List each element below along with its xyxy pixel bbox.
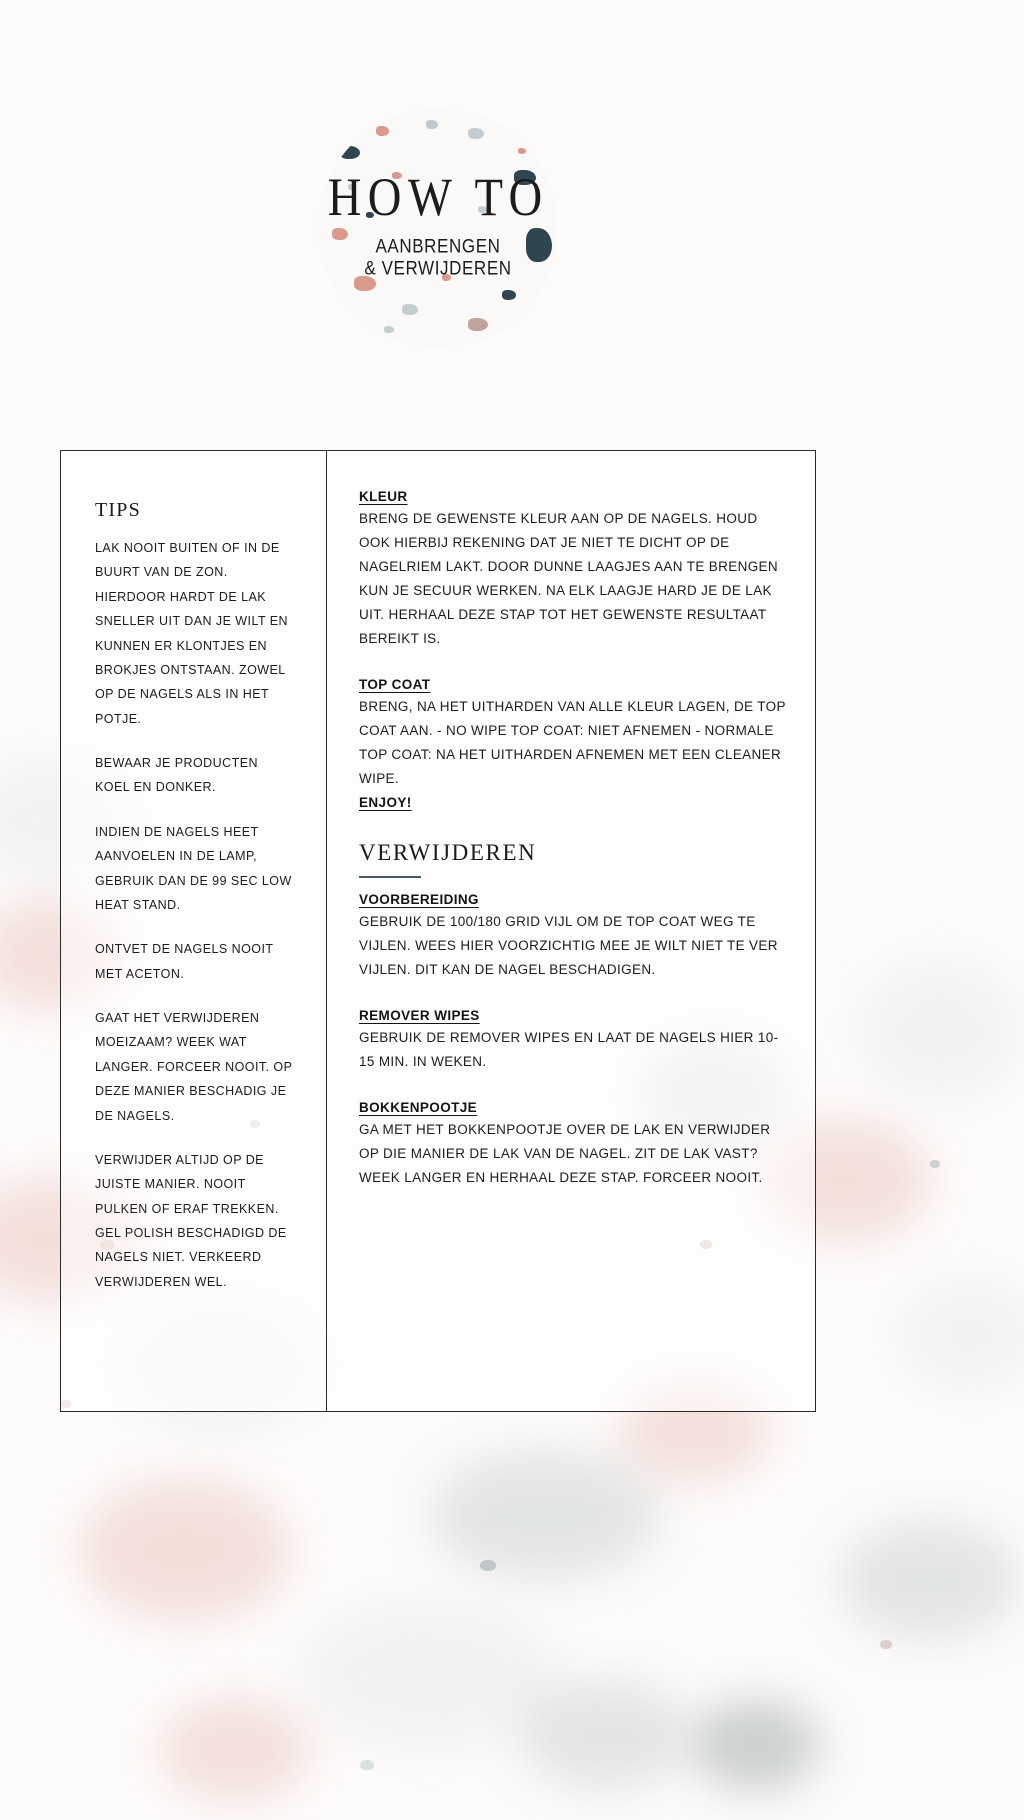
section-body-remover-wipes: GEBRUIK DE REMOVER WIPES EN LAAT DE NAGELS HIER 10-15 MIN. IN WEKEN. bbox=[359, 1029, 779, 1069]
section-body-voorbereiding: GEBRUIK DE 100/180 GRID VIJL OM DE TOP COAT WEG TE VIJLEN. WEES HIER VOORZICHTIG MEE JE WILT NIET TE VER VIJLEN. DIT KAN DE NAGEL BESCHADIGEN. bbox=[359, 913, 778, 977]
verwijderen-heading: VERWIJDEREN bbox=[359, 840, 537, 866]
section-heading-voorbereiding: VOORBEREIDING bbox=[359, 891, 479, 907]
badge-subtitle-line2: & VERWIJDEREN bbox=[364, 257, 512, 280]
section-heading-kleur: KLEUR bbox=[359, 489, 408, 504]
tips-paragraph: GAAT HET VERWIJDEREN MOEIZAAM? WEEK WAT LANGER. FORCEER NOOIT. OP DEZE MANIER BESCHADIG JE DE NAGELS. bbox=[95, 1011, 293, 1123]
steps-column bbox=[327, 451, 815, 1411]
section-heading-top-coat: TOP COAT bbox=[359, 677, 431, 693]
section-body-kleur: BRENG DE GEWENSTE KLEUR AAN OP DE NAGELS. HOUD OOK HIERBIJ REKENING DAT JE NIET TE DICHT OP DE NAGELRIEM LAKT. DOOR DUNNE LAAGJES AAN TE BRENGEN KUN JE SECUUR WERKEN. NA ELK LAAGJE HARD JE DE LAK UIT. HERHAAL DEZE STAP TOT HET GEWENSTE RESULTAAT BEREIKT IS. bbox=[359, 511, 778, 647]
section-heading-bokkenpootje: BOKKENPOOTJE bbox=[359, 1099, 478, 1115]
instructions-panel bbox=[60, 450, 816, 1412]
tips-heading: TIPS bbox=[95, 499, 141, 521]
tips-paragraph: INDIEN DE NAGELS HEET AANVOELEN IN DE LAMP, GEBRUIK DAN DE 99 SEC LOW HEAT STAND. bbox=[95, 824, 292, 912]
enjoy-label: ENJOY! bbox=[359, 795, 412, 811]
tips-column bbox=[61, 451, 327, 1411]
section-body-bokkenpootje: GA MET HET BOKKENPOOTJE OVER DE LAK EN VERWIJDER OP DIE MANIER DE LAK VAN DE NAGEL. ZIT DE LAK VAST? WEEK LANGER EN HERHAAL DEZE STAP. FORCEER NOOIT. bbox=[359, 1121, 771, 1185]
section-heading-remover-wipes: REMOVER WIPES bbox=[359, 1007, 480, 1023]
badge-subtitle-line1: AANBRENGEN bbox=[375, 236, 501, 258]
tips-paragraph: ONTVET DE NAGELS NOOIT MET ACETON. bbox=[95, 942, 274, 981]
section-body-top-coat: BRENG, NA HET UITHARDEN VAN ALLE KLEUR LAGEN, DE TOP COAT AAN. - NO WIPE TOP COAT: NIET AFNEMEN - NORMALE TOP COAT: NA HET UITHARDEN AFNEMEN MET EEN CLEANER WIPE. bbox=[359, 699, 786, 787]
how-to-badge bbox=[318, 108, 558, 348]
tips-paragraph: BEWAAR JE PRODUCTEN KOEL EN DONKER. bbox=[95, 756, 258, 795]
tips-paragraph: VERWIJDER ALTIJD OP DE JUISTE MANIER. NOOIT PULKEN OF ERAF TREKKEN. GEL POLISH BESCHADIGD DE NAGELS NIET. VERKEERD VERWIJDEREN WEL. bbox=[95, 1152, 287, 1289]
divider bbox=[359, 876, 421, 878]
badge-title: HOW TO bbox=[327, 167, 549, 228]
tips-paragraph: LAK NOOIT BUITEN OF IN DE BUURT VAN DE ZON. HIERDOOR HARDT DE LAK SNELLER UIT DAN JE WILT EN KUNNEN ER KLONTJES EN BROKJES ONTSTAAN. ZOWEL OP DE NAGELS ALS IN HET POTJE. bbox=[95, 541, 288, 726]
